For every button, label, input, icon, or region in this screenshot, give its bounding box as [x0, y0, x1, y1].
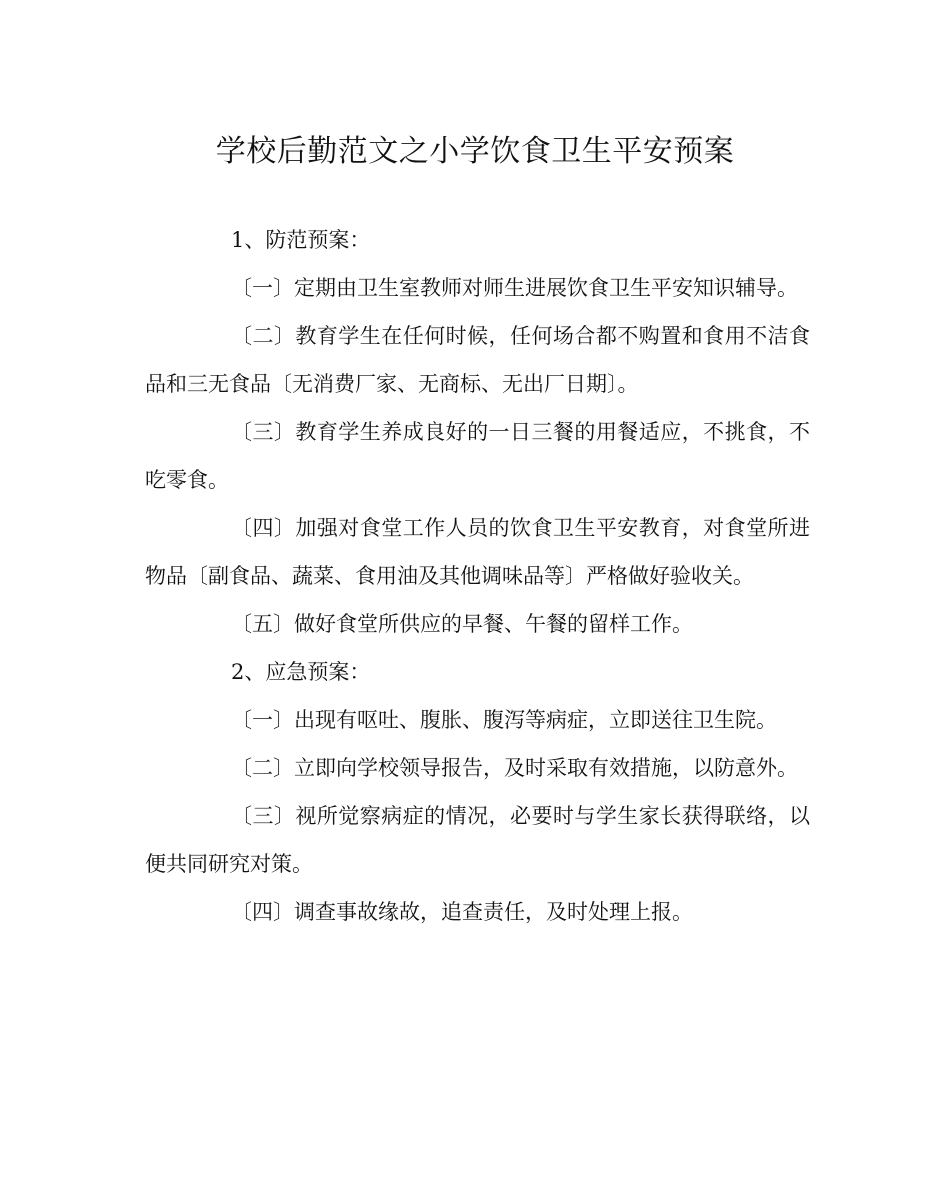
prevention-item-1: 〔一〕定期由卫生室教师对师生进展饮食卫生平安知识辅导。: [231, 276, 798, 300]
prevention-item-2: 〔二〕教育学生在任何时候，任何场合都不购置和食用不洁食品和三无食品〔无消费厂家、无商标、无出厂日期〕。: [145, 324, 810, 396]
emergency-item-1: 〔一〕出现有呕吐、腹胀、腹泻等病症，立即送往卫生院。: [231, 708, 777, 732]
section-heading-emergency: 2、应急预案：: [231, 660, 371, 684]
document-body: [145, 216, 810, 936]
section-heading-prevention: 1、防范预案：: [231, 228, 371, 252]
emergency-item-3: 〔三〕视所觉察病症的情况，必要时与学生家长获得联络，以便共同研究对策。: [145, 804, 810, 876]
emergency-item-4: 〔四〕调查事故缘故，追查责任，及时处理上报。: [231, 900, 693, 924]
prevention-item-3: 〔三〕教育学生养成良好的一日三餐的用餐适应，不挑食，不吃零食。: [145, 420, 810, 492]
emergency-item-2: 〔二〕立即向学校领导报告，及时采取有效措施，以防意外。: [231, 756, 798, 780]
prevention-item-5: 〔五〕做好食堂所供应的早餐、午餐的留样工作。: [231, 612, 693, 636]
document-title: 学校后勤范文之小学饮食卫生平安预案: [215, 134, 735, 169]
prevention-item-4: 〔四〕加强对食堂工作人员的饮食卫生平安教育，对食堂所进物品〔副食品、蔬菜、食用油及其他调味品等〕严格做好验收关。: [145, 516, 810, 588]
